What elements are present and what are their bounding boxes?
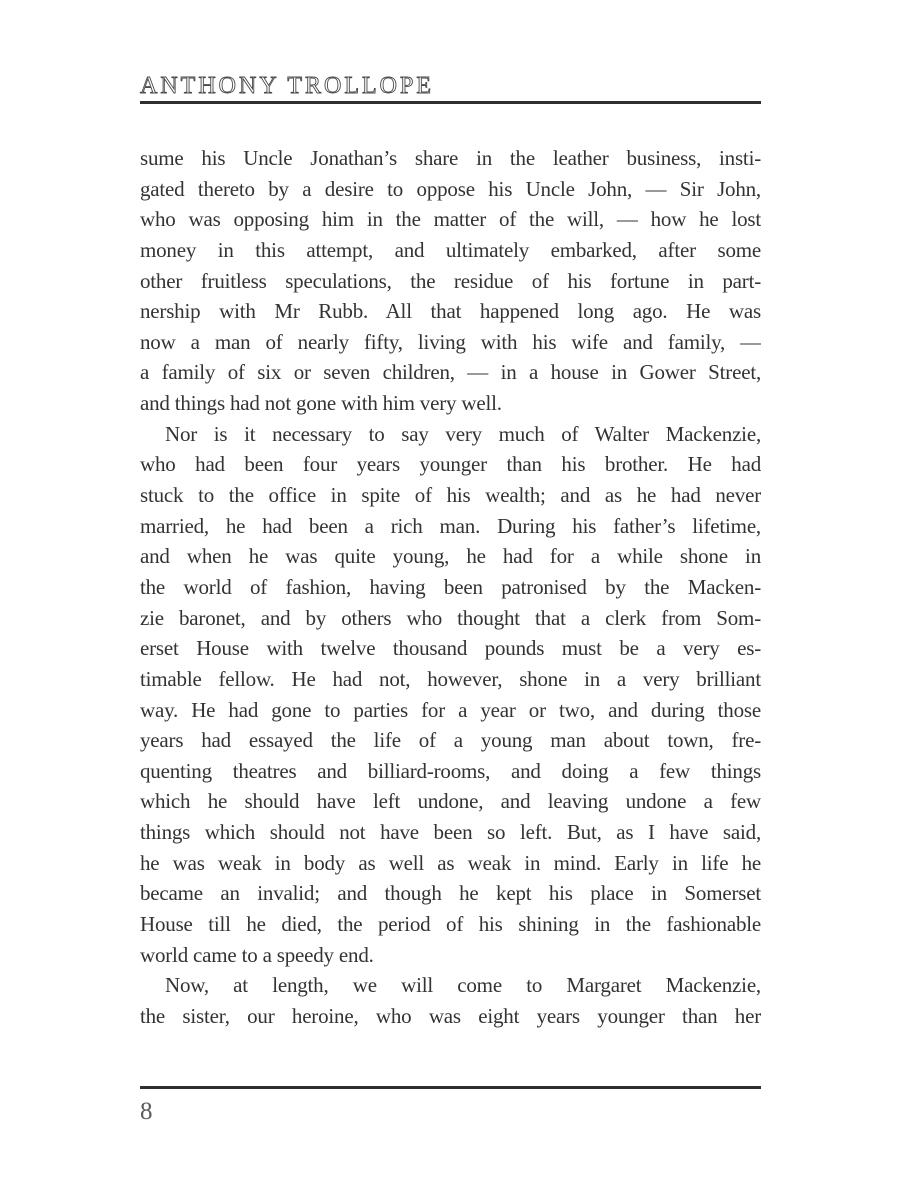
text-line: zie baronet, and by others who thought that a clerk from Som- bbox=[140, 605, 761, 630]
text-line: he was weak in body as well as weak in mind. Early in life he bbox=[140, 850, 761, 875]
text-line: way. He had gone to parties for a year or two, and during those bbox=[140, 697, 761, 722]
text-line: money in this attempt, and ultimately embarked, after some bbox=[140, 237, 761, 262]
text-line: years had essayed the life of a young man about town, fre- bbox=[140, 728, 761, 753]
text-line: timable fellow. He had not, however, shone in a very brilliant bbox=[140, 666, 761, 691]
text-line: sume his Uncle Jonathan’s share in the leather business, insti- bbox=[140, 146, 761, 170]
running-header-author: ANTHONY TROLLOPE bbox=[140, 73, 434, 99]
text-line: nership with Mr Rubb. All that happened long ago. He was bbox=[140, 299, 761, 324]
body-text bbox=[140, 143, 761, 1032]
text-line: Now, at length, we will come to Margaret Mackenzie, bbox=[165, 973, 761, 998]
text-line: which he should have left undone, and leaving undone a few bbox=[140, 789, 761, 814]
text-line: now a man of nearly fifty, living with his wife and family, — bbox=[140, 329, 761, 354]
text-line: who was opposing him in the matter of the will, — how he lost bbox=[140, 207, 761, 232]
text-line: who had been four years younger than his brother. He had bbox=[140, 452, 761, 477]
text-line: other fruitless speculations, the residue of his fortune in part- bbox=[140, 268, 761, 293]
paragraph bbox=[140, 143, 761, 419]
text-line: the sister, our heroine, who was eight years younger than her bbox=[140, 1003, 761, 1028]
text-line: quenting theatres and billiard-rooms, and doing a few things bbox=[140, 758, 761, 783]
paragraph bbox=[140, 970, 761, 1031]
text-line: Nor is it necessary to say very much of Walter Mackenzie, bbox=[165, 421, 761, 446]
text-line: and when he was quite young, he had for a while shone in bbox=[140, 544, 761, 569]
text-line: erset House with twelve thousand pounds must be a very es- bbox=[140, 636, 761, 661]
text-line: House till he died, the period of his shining in the fashionable bbox=[140, 912, 761, 937]
text-line: and things had not gone with him very well. bbox=[140, 391, 502, 416]
header-rule bbox=[140, 101, 761, 104]
page-number: 8 bbox=[140, 1098, 153, 1125]
text-line: stuck to the office in spite of his wealth; and as he had never bbox=[140, 483, 761, 508]
text-line: things which should not have been so left. But, as I have said, bbox=[140, 820, 761, 845]
text-line: became an invalid; and though he kept his place in Somerset bbox=[140, 881, 761, 906]
text-line: the world of fashion, having been patronised by the Macken- bbox=[140, 574, 761, 599]
text-line: a family of six or seven children, — in a house in Gower Street, bbox=[140, 360, 761, 385]
text-line: world came to a speedy end. bbox=[140, 942, 374, 967]
footer-rule bbox=[140, 1086, 761, 1089]
text-line: married, he had been a rich man. During his father’s lifetime, bbox=[140, 513, 761, 538]
paragraph bbox=[140, 419, 761, 971]
text-line: gated thereto by a desire to oppose his Uncle John, — Sir John, bbox=[140, 176, 761, 201]
